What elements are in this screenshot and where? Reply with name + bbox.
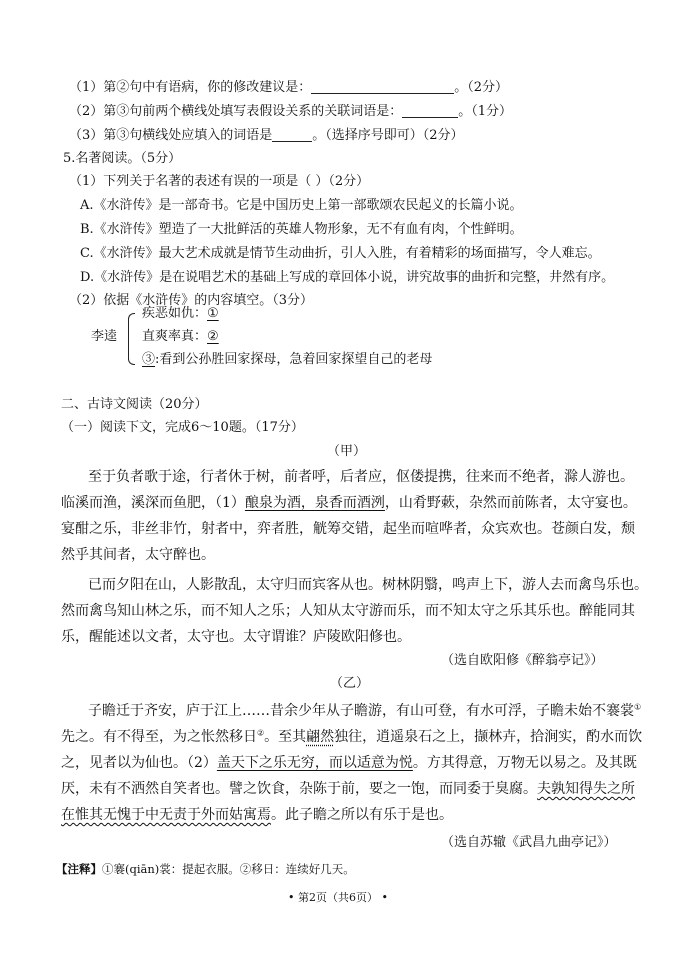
option-b: B.《水浒传》塑造了一大批鲜活的英雄人物形象，无不有血有肉，个性鲜明。 [80, 222, 523, 237]
passage-line: 然乎其间者，太守醉也。 [61, 547, 215, 563]
translate-sentence: 酿泉为酒，泉香而酒洌 [244, 495, 385, 511]
section-heading: 二、古诗文阅读（20分） [61, 397, 208, 412]
answer-blank[interactable] [311, 79, 454, 94]
option-a: A.《水浒传》是一部奇书。它是中国历史上第一部歌颂农民起义的长篇小说。 [80, 198, 523, 213]
passage-label-yi: （乙） [330, 676, 370, 691]
character-name: 李逵 [91, 329, 118, 344]
trait-blank[interactable]: ① [207, 306, 219, 321]
footnotes: 【注释】①褰(qiān)裳：提起衣服。②移日：连续好几天。 [56, 862, 355, 876]
passage-line: 在惟其无愧于中无责于外而姑寓焉。此子瞻之所以有乐于是也。 [61, 807, 453, 823]
source-citation: （选自欧阳修《醉翁亭记》） [441, 653, 604, 668]
trait-blank[interactable]: ③ [142, 352, 156, 367]
passage-line: 先之。有不得至，为之怅然移日②。至其翩然独往，逍遥泉石之上，撷林卉，拾涧实，酌水而饮 [61, 728, 643, 745]
option-d: D.《水浒传》是在说唱艺术的基础上写成的章回体小说，讲究故事的曲折和完整，井然有序。 [80, 270, 615, 285]
passage-label-jia: （甲） [327, 444, 367, 459]
dotted-word: 翩然 [306, 729, 335, 745]
question-stem: （1）下列关于名著的表述有误的一项是（ ）（2分） [69, 174, 370, 189]
passage-line: 乐，醒能述以文者，太守也。太守谓谁？庐陵欧阳修也。 [61, 629, 411, 645]
trait-line: 直爽率真：② [142, 328, 259, 346]
brace-bracket [128, 313, 135, 365]
question-item-2: （2）第③句前两个横线处填写表假设关系的关联词语是： 。（1分） [69, 104, 513, 119]
question-stem: （2）依据《水浒传》的内容填空。（3分） [69, 293, 314, 308]
translate-sentence: 盖天下之乐无穷，而以适意为悦 [216, 755, 413, 771]
passage-line: 然而禽鸟知山林之乐，而不知人之乐；人知从太守游而乐，而不知太守之乐其乐也。醉能同其 [61, 603, 635, 619]
passage-line: 已而夕阳在山，人影散乱，太守归而宾客从也。树林阴翳，鸣声上下，游人去而禽鸟乐也。 [88, 577, 648, 593]
trait-blank[interactable]: ② [207, 329, 219, 344]
wavy-sentence: 在惟其无愧于中无责于外而姑寓焉 [61, 807, 271, 823]
answer-blank[interactable] [272, 127, 312, 142]
sub-heading: （一）阅读下文，完成6～10题。（17分） [61, 420, 304, 435]
passage-line: 至于负者歌于途，行者休于树，前者呼，后者应，伛偻提携，往来而不绝者，滁人游也。 [88, 469, 634, 485]
source-citation: （选自苏辙《武昌九曲亭记》） [441, 835, 617, 850]
question-item-1: （1）第②句中有语病，你的修改建议是： 。（2分） [69, 80, 509, 95]
section-heading: 5.名著阅读。（5分） [63, 151, 182, 166]
footnote-marker: ② [257, 728, 265, 738]
answer-blank[interactable] [402, 103, 458, 118]
trait-line: 疾恶如仇：① [142, 305, 259, 323]
passage-line: 之，见者以为仙也。（2）盖天下之乐无穷，而以适意为悦。方其得意，万物无以易之。及其既 [61, 755, 637, 771]
trait-line: ③:看到公孙胜回家探母，急着回家探望自己的老母 [142, 352, 433, 367]
question-item-3: （3）第③句横线处应填入的词语是 。（选择序号即可）（2分） [69, 128, 464, 143]
passage-line: 子瞻迁于齐安，庐于江上……昔余少年从子瞻游，有山可登，有水可浮，子瞻未始不褰裳① [88, 702, 642, 719]
passage-line: 临溪而渔，溪深而鱼肥，（1）酿泉为酒，泉香而酒洌，山肴野蔌，杂然而前陈者，太守宴也。 [61, 495, 637, 511]
passage-line: 宴酣之乐，非丝非竹，射者中，弈者胜，觥筹交错，起坐而喧哗者，众宾欢也。苍颜白发，颓 [61, 521, 635, 537]
option-c: C.《水浒传》最大艺术成就是情节生动曲折，引人入胜，有着精彩的场面描写，令人难忘。 [80, 246, 601, 261]
footnote-marker: ① [634, 702, 642, 712]
passage-line: 厌，未有不洒然自笑者也。譬之饮食，杂陈于前，要之一饱，而同委于臭腐。夫孰知得失之所 [61, 781, 635, 797]
page-number: • 第2页（共6页） • [288, 891, 388, 904]
wavy-sentence: 夫孰知得失之所 [537, 781, 635, 797]
